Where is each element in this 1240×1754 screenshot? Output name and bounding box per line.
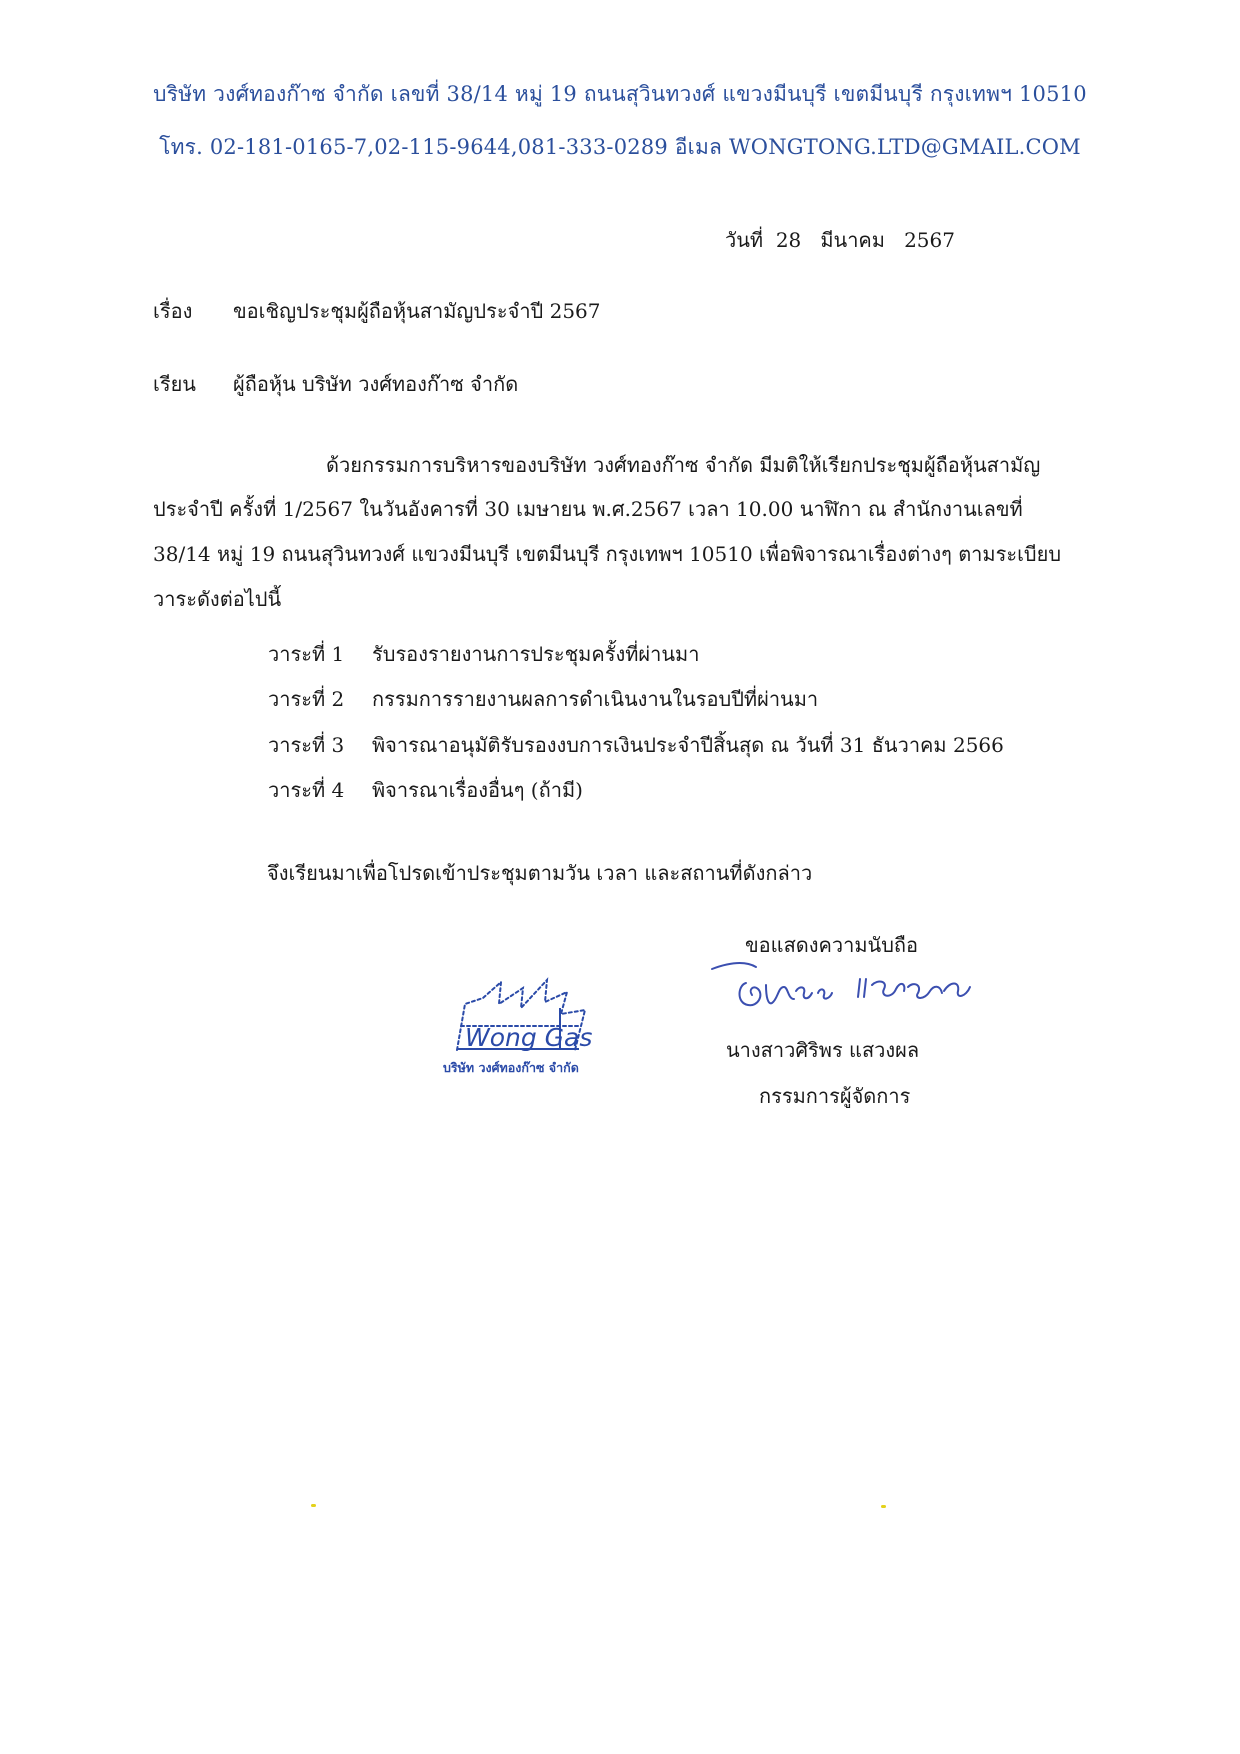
signer-name: นางสาวศิริพร แสวงผล [726,1038,920,1062]
company-stamp [435,968,625,1083]
handwritten-signature [708,955,978,1025]
agenda-number: วาระที่ 2 [268,687,345,711]
date-day: 28 [775,228,802,252]
recipient-text: ผู้ถือหุ้น บริษัท วงศ์ทองก๊าซ จำกัด [233,372,519,396]
agenda-text: พิจารณาเรื่องอื่นๆ (ถ้ามี) [372,778,583,802]
letter-date [725,228,955,252]
subject-text: ขอเชิญประชุมผู้ถือหุ้นสามัญประจำปี 2567 [233,299,601,323]
stamp-company-text: บริษัท วงศ์ทองก๊าซ จำกัด [443,1060,579,1075]
agenda-item [268,774,583,806]
subject-line [153,299,601,323]
stamp-brand-text: Wong Gas [465,1023,593,1052]
recipient-label: เรียน [153,372,196,396]
paragraph-line: วาระดังต่อไปนี้ [153,587,282,611]
closing-sentence: จึงเรียนมาเพื่อโปรดเข้าประชุมตามวัน เวลา และสถานที่ดังกล่าว [267,861,813,885]
letterhead-address: บริษัท วงศ์ทองก๊าซ จำกัด เลขที่ 38/14 หมู่ 19 ถนนสุวินทวงศ์ แขวงมีนบุรี เขตมีนบุรี กรุงเทพฯ 10510 [153,82,1087,106]
signer-title: กรรมการผู้จัดการ [759,1084,911,1108]
date-month: มีนาคม [820,228,885,252]
paragraph-line: ประจำปี ครั้งที่ 1/2567 ในวันอังคารที่ 30 เมษายน พ.ศ.2567 เวลา 10.00 นาฬิกา ณ สำนักงานเลขที่ [153,497,1023,521]
agenda-item [268,683,818,715]
agenda-text: รับรองรายงานการประชุมครั้งที่ผ่านมา [372,642,700,666]
date-year: 2567 [904,228,955,252]
recipient-line [153,372,518,396]
regards-text: ขอแสดงความนับถือ [745,933,919,957]
agenda-item [268,638,699,670]
agenda-number: วาระที่ 4 [268,778,345,802]
paragraph-line: 38/14 หมู่ 19 ถนนสุวินทวงศ์ แขวงมีนบุรี เขตมีนบุรี กรุงเทพฯ 10510 เพื่อพิจารณาเรื่องต่างๆ ตามระเบียบ [153,542,1062,566]
agenda-item [268,729,1004,761]
scan-speck [881,1505,886,1508]
paragraph-line: ด้วยกรรมการบริหารของบริษัท วงศ์ทองก๊าซ จำกัด มีมติให้เรียกประชุมผู้ถือหุ้นสามัญ [326,453,1041,477]
date-label: วันที่ [725,228,764,252]
agenda-number: วาระที่ 1 [268,642,345,666]
agenda-text: พิจารณาอนุมัติรับรองงบการเงินประจำปีสิ้นสุด ณ วันที่ 31 ธันวาคม 2566 [372,733,1004,757]
agenda-text: กรรมการรายงานผลการดำเนินงานในรอบปีที่ผ่านมา [372,687,819,711]
letterhead-contact: โทร. 02-181-0165-7,02-115-9644,081-333-0289 อีเมล WONGTONG.LTD@GMAIL.COM [159,135,1081,159]
agenda-number: วาระที่ 3 [268,733,345,757]
subject-label: เรื่อง [153,299,193,323]
scan-speck [311,1504,316,1507]
